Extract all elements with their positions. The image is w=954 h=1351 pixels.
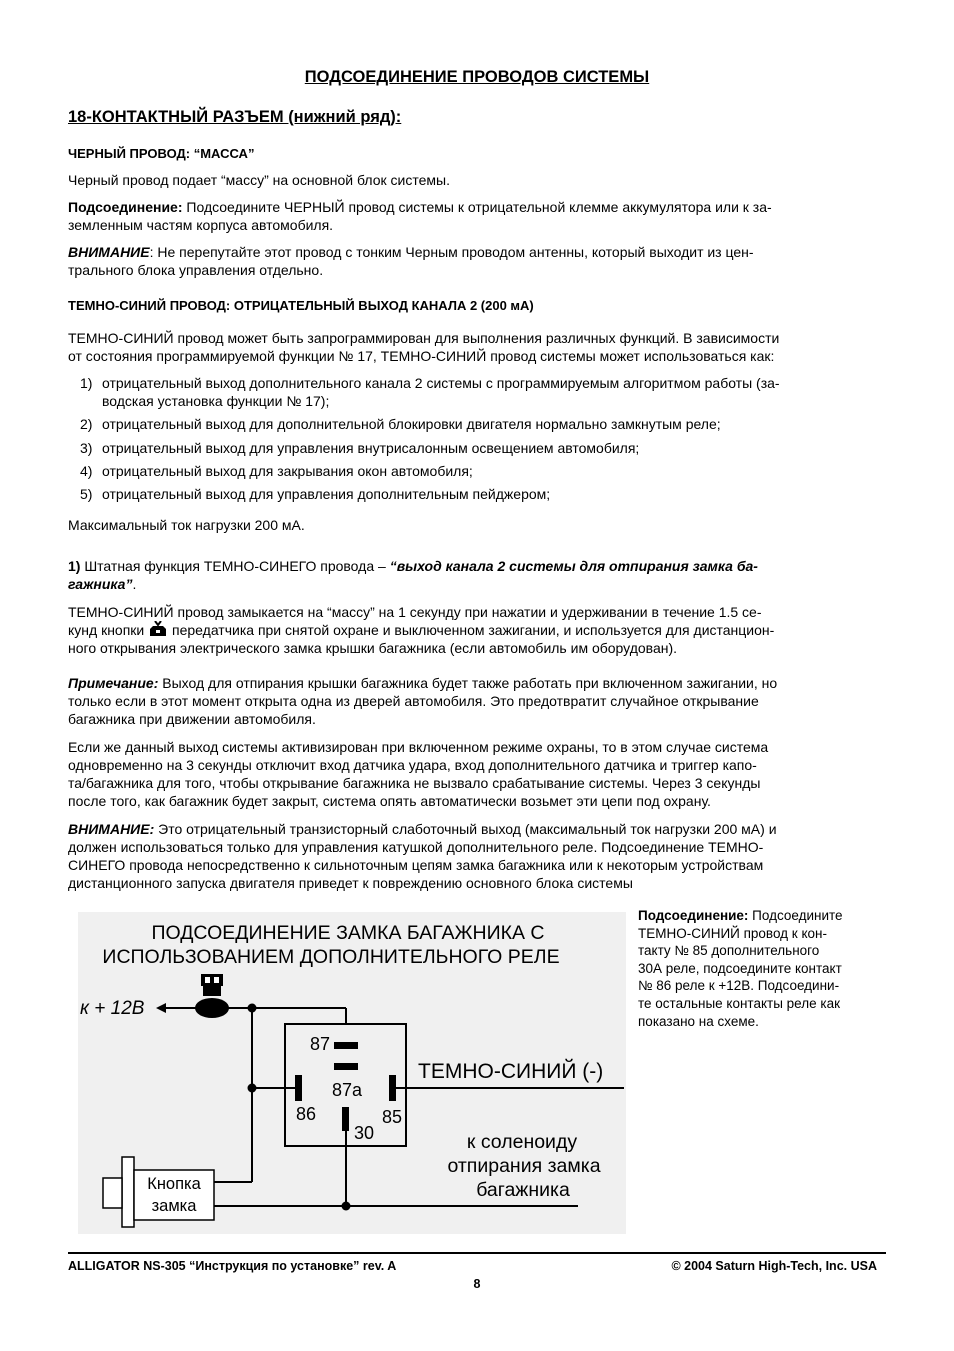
function-warning-line-4: дистанционного запуска двигателя приведет к повреждению основного блока системы <box>68 875 633 891</box>
note-line-2: только если в этот момент открыта одна из дверей автомобиля. Это предотвратит случайное открывание <box>68 693 759 709</box>
function-1-heading <box>68 557 886 593</box>
list-item-number: 2) <box>80 416 93 432</box>
pin-87-label: 87 <box>310 1034 331 1054</box>
desc-line-2b: передатчика при снятой охране и выключенном зажигании, и используется для дистанцион- <box>168 622 775 638</box>
black-wire-desc: Черный провод подает “массу” на основной блок системы. <box>68 172 450 188</box>
function-1-quote-end: гажника” <box>68 576 133 592</box>
function-warning-label: ВНИМАНИЕ: <box>68 821 155 837</box>
warning-text-2: трального блока управления отдельно. <box>68 262 324 278</box>
desc-line-2a: кунд кнопки <box>68 622 149 638</box>
armed-line-3: та/багажника для того, чтобы открывание багажника не вызвало срабатывание системы. Через 3 секунды <box>68 775 761 791</box>
armed-mode-paragraph <box>68 738 886 810</box>
connection-note-line: такту № 85 дополнительного <box>638 943 820 959</box>
section-title: 18-КОНТАКТНЫЙ РАЗЪЕМ (нижний ряд): <box>68 108 402 126</box>
connection-note-line: 30А реле, подсоедините контакт <box>638 960 842 976</box>
connection-note <box>638 907 886 1030</box>
list-item-line: отрицательный выход дополнительного канала 2 системы с программируемым алгоритмом работы (за- <box>102 375 780 391</box>
connection-text-1: Подсоедините ЧЕРНЫЙ провод системы к отрицательной клемме аккумулятора или к за- <box>182 199 772 215</box>
blue-wire-intro <box>68 329 886 365</box>
relay-pin-86 <box>295 1075 302 1101</box>
desc-line-1: ТЕМНО-СИНИЙ провод замыкается на “массу” на 1 секунду при нажатии и удерживании в течение 1.5 се- <box>68 604 762 620</box>
relay-pin-87a <box>334 1063 358 1070</box>
armed-line-2: одновременно на 3 секунды отключит вход датчика удара, вход дополнительного датчика и триггер капо- <box>68 757 757 773</box>
armed-line-1: Если же данный выход системы активизирован при включенном режиме охраны, то в этом случае система <box>68 739 769 755</box>
blue-wire-intro-1: ТЕМНО-СИНИЙ провод может быть запрограммирован для выполнения различных функций. В зависимости <box>68 330 780 346</box>
list-item-number: 3) <box>80 440 93 456</box>
function-1-quote: “выход канала 2 системы для отпирания замка ба- <box>389 558 758 574</box>
footer-left: ALLIGATOR NS-305 “Инструкция по установке” rev. A <box>68 1259 397 1273</box>
function-1-number: 1) <box>68 558 81 574</box>
pin-86-label: 86 <box>296 1104 317 1124</box>
note-line-1: Выход для отпирания крышки багажника будет также работать при включенном зажигании, но <box>158 675 778 691</box>
note-label: Примечание: <box>68 675 159 691</box>
armed-line-4: после того, как багажник будет закрыт, система опять автоматически возьмет эти цепи под охрану. <box>68 793 711 809</box>
solenoid-label-3: багажника <box>476 1179 570 1201</box>
plus-12v-label: к + 12В <box>80 998 145 1019</box>
list-item-number: 1) <box>80 375 93 391</box>
diagram-title-line-2: ИСПОЛЬЗОВАНИЕМ ДОПОЛНИТЕЛЬНОГО РЕЛЕ <box>102 946 560 968</box>
footer-divider <box>68 1252 886 1254</box>
warning-text-1: : Не перепутайте этот провод с тонким Черным проводом антенны, который выходит из цен- <box>149 244 754 260</box>
function-1-text: Штатная функция ТЕМНО-СИНЕГО провода – <box>80 558 390 574</box>
black-wire-heading: ЧЕРНЫЙ ПРОВОД: “МАССА” <box>68 146 255 161</box>
function-warning-line-2: должен использоваться только для управления катушкой дополнительного реле. Подсоединение ТЕМНО- <box>68 839 764 855</box>
black-wire-connection <box>68 198 886 234</box>
list-item-text <box>102 374 886 410</box>
function-1-description <box>68 603 886 657</box>
pin-30-label: 30 <box>354 1123 375 1143</box>
page-number: 8 <box>473 1277 481 1291</box>
list-item-text: отрицательный выход для дополнительной блокировки двигателя нормально замкнутым реле; <box>102 416 721 432</box>
desc-line-3: ного открывания электрического замка крышки багажника (если автомобиль им оборудован). <box>68 640 678 656</box>
connection-note-line: ТЕМНО-СИНИЙ провод к кон- <box>638 925 827 941</box>
list-item-text: отрицательный выход для закрывания окон автомобиля; <box>102 463 473 479</box>
junction-dot <box>248 1004 257 1013</box>
function-warning-line-1: Это отрицательный транзисторный слаботочный выход (максимальный ток нагрузки 200 мА) и <box>154 821 777 837</box>
connection-label: Подсоединение: <box>68 199 183 215</box>
solenoid-label-2: отпирания замка <box>447 1155 601 1177</box>
list-item-number: 4) <box>80 463 93 479</box>
relay-pin-87 <box>334 1042 358 1049</box>
max-current: Максимальный ток нагрузки 200 мА. <box>68 517 305 533</box>
dark-blue-wire-label: ТЕМНО-СИНИЙ (-) <box>418 1060 604 1083</box>
relay-wiring-diagram <box>78 912 626 1234</box>
list-item-number: 5) <box>80 486 93 502</box>
list-item-line: водская установка функции № 17); <box>102 393 330 409</box>
list-item-text: отрицательный выход для управления дополнительным пейджером; <box>102 486 551 502</box>
function-warning-line-3: СИНЕГО провода непосредственно к сильноточным цепям замка багажника или к некоторым устройствам <box>68 857 764 873</box>
connection-text-2: земленным частям корпуса автомобиля. <box>68 217 334 233</box>
list-item-text: отрицательный выход для управления внутрисалонным освещением автомобиля; <box>102 440 640 456</box>
solenoid-label-1: к соленоиду <box>466 1131 578 1153</box>
footer-right: © 2004 Saturn High-Tech, Inc. USA <box>671 1259 877 1273</box>
note-paragraph <box>68 674 886 728</box>
lock-button-label-2: замка <box>151 1197 197 1215</box>
note-line-3: багажника при движении автомобиля. <box>68 711 316 727</box>
relay-pin-30 <box>342 1107 349 1131</box>
connection-note-label: Подсоединение: <box>638 908 749 923</box>
black-wire-warning <box>68 243 886 279</box>
blue-wire-heading: ТЕМНО-СИНИЙ ПРОВОД: ОТРИЦАТЕЛЬНЫЙ ВЫХОД КАНАЛА 2 (200 мА) <box>68 298 534 313</box>
pin-85-label: 85 <box>382 1107 403 1127</box>
junction-dot <box>248 1084 257 1093</box>
warning-label: ВНИМАНИЕ <box>68 244 150 260</box>
function-warning <box>68 820 886 892</box>
lock-button-label-1: Кнопка <box>147 1175 201 1193</box>
trunk-button-icon <box>148 621 168 637</box>
blue-wire-intro-2: от состояния программируемой функции № 17, ТЕМНО-СИНИЙ провод системы может использоваться как: <box>68 348 775 364</box>
pin-87a-label: 87a <box>332 1080 363 1100</box>
diagram-title-line-1: ПОДСОЕДИНЕНИЕ ЗАМКА БАГАЖНИКА С <box>151 922 545 944</box>
page-title: ПОДСОЕДИНЕНИЕ ПРОВОДОВ СИСТЕМЫ <box>304 68 650 86</box>
connection-note-line: № 86 реле к +12В. Подсоедини- <box>638 978 840 994</box>
connection-note-line: те остальные контакты реле как <box>638 995 840 1011</box>
function-1-tail: . <box>132 576 137 592</box>
connection-note-line: Подсоедините <box>748 908 843 923</box>
relay-pin-85 <box>389 1075 396 1101</box>
connection-note-line: показано на схеме. <box>638 1013 759 1029</box>
